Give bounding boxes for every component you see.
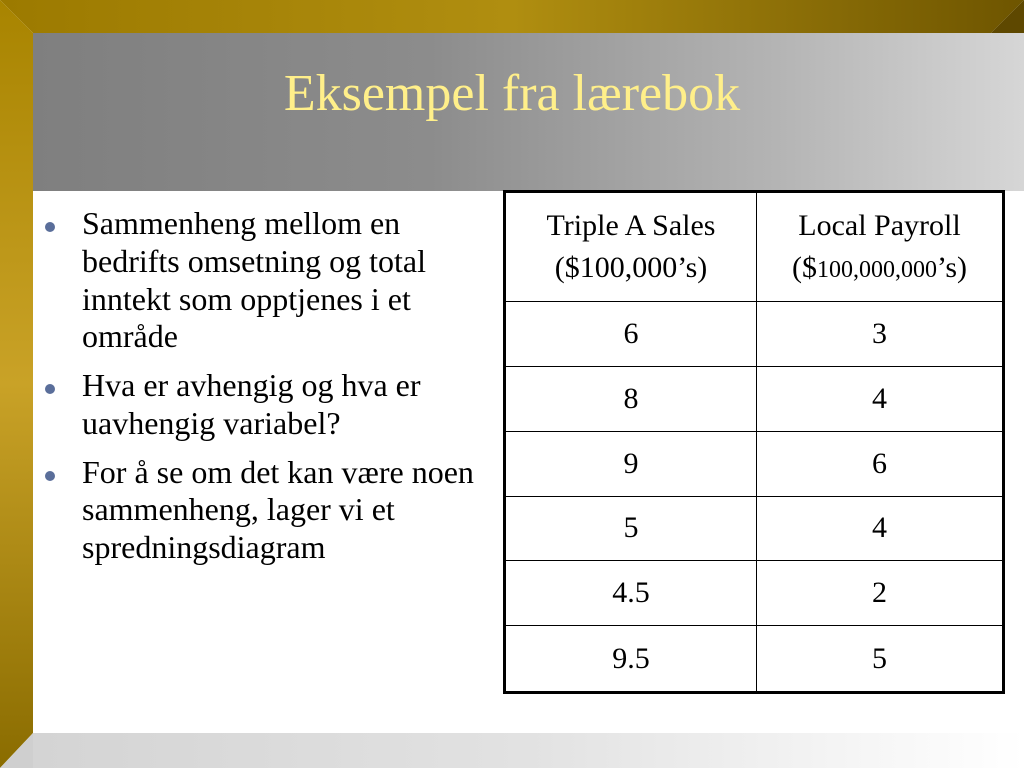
bullet-list	[40, 205, 492, 578]
header-unit-suffix: ’s)	[937, 251, 967, 284]
bullet-item	[40, 454, 492, 567]
table-cell: 9.5	[505, 626, 757, 693]
table-cell: 4	[757, 366, 1004, 431]
header-triple-a-sales	[505, 192, 757, 302]
header-label: Local Payroll	[798, 209, 961, 242]
bottom-band	[33, 733, 1024, 768]
table-row	[505, 561, 1004, 626]
table-cell: 2	[757, 561, 1004, 626]
bullet-dot-icon	[45, 471, 55, 481]
table-row	[505, 302, 1004, 367]
header-unit: ($100,000’s)	[554, 251, 708, 284]
bullet-dot-icon	[45, 222, 55, 232]
bullet-dot-icon	[45, 384, 55, 394]
table-cell: 9	[505, 431, 757, 496]
bullet-item	[40, 367, 492, 443]
slide-title: Eksempel fra lærebok	[283, 65, 741, 122]
table-cell: 4	[757, 496, 1004, 561]
table-cell: 5	[757, 626, 1004, 693]
table-row	[505, 366, 1004, 431]
table-cell: 4.5	[505, 561, 757, 626]
header-unit-number: 100,000,000	[817, 257, 937, 283]
bullet-text: Sammenheng mellom en bedrifts omsetning og total inntekt som opptjenes i et område	[82, 205, 426, 355]
table-cell: 6	[505, 302, 757, 367]
frame-top-bevel	[0, 0, 1024, 33]
header-local-payroll	[757, 192, 1004, 302]
table-cell: 5	[505, 496, 757, 561]
table-cell: 6	[757, 431, 1004, 496]
table-row	[505, 431, 1004, 496]
bullet-text: For å se om det kan være noen sammenheng, lager vi et spredningsdiagram	[82, 453, 474, 565]
bullet-text: Hva er avhengig og hva er uavhengig variabel?	[82, 367, 421, 441]
table-row	[505, 496, 1004, 561]
table-cell: 8	[505, 366, 757, 431]
bullet-item	[40, 205, 492, 356]
data-table	[503, 190, 1005, 694]
header-label: Triple A Sales	[546, 209, 716, 242]
table-header-row	[505, 192, 1004, 302]
table-cell: 3	[757, 302, 1004, 367]
header-unit-prefix: ($	[792, 251, 817, 284]
table-row	[505, 626, 1004, 693]
